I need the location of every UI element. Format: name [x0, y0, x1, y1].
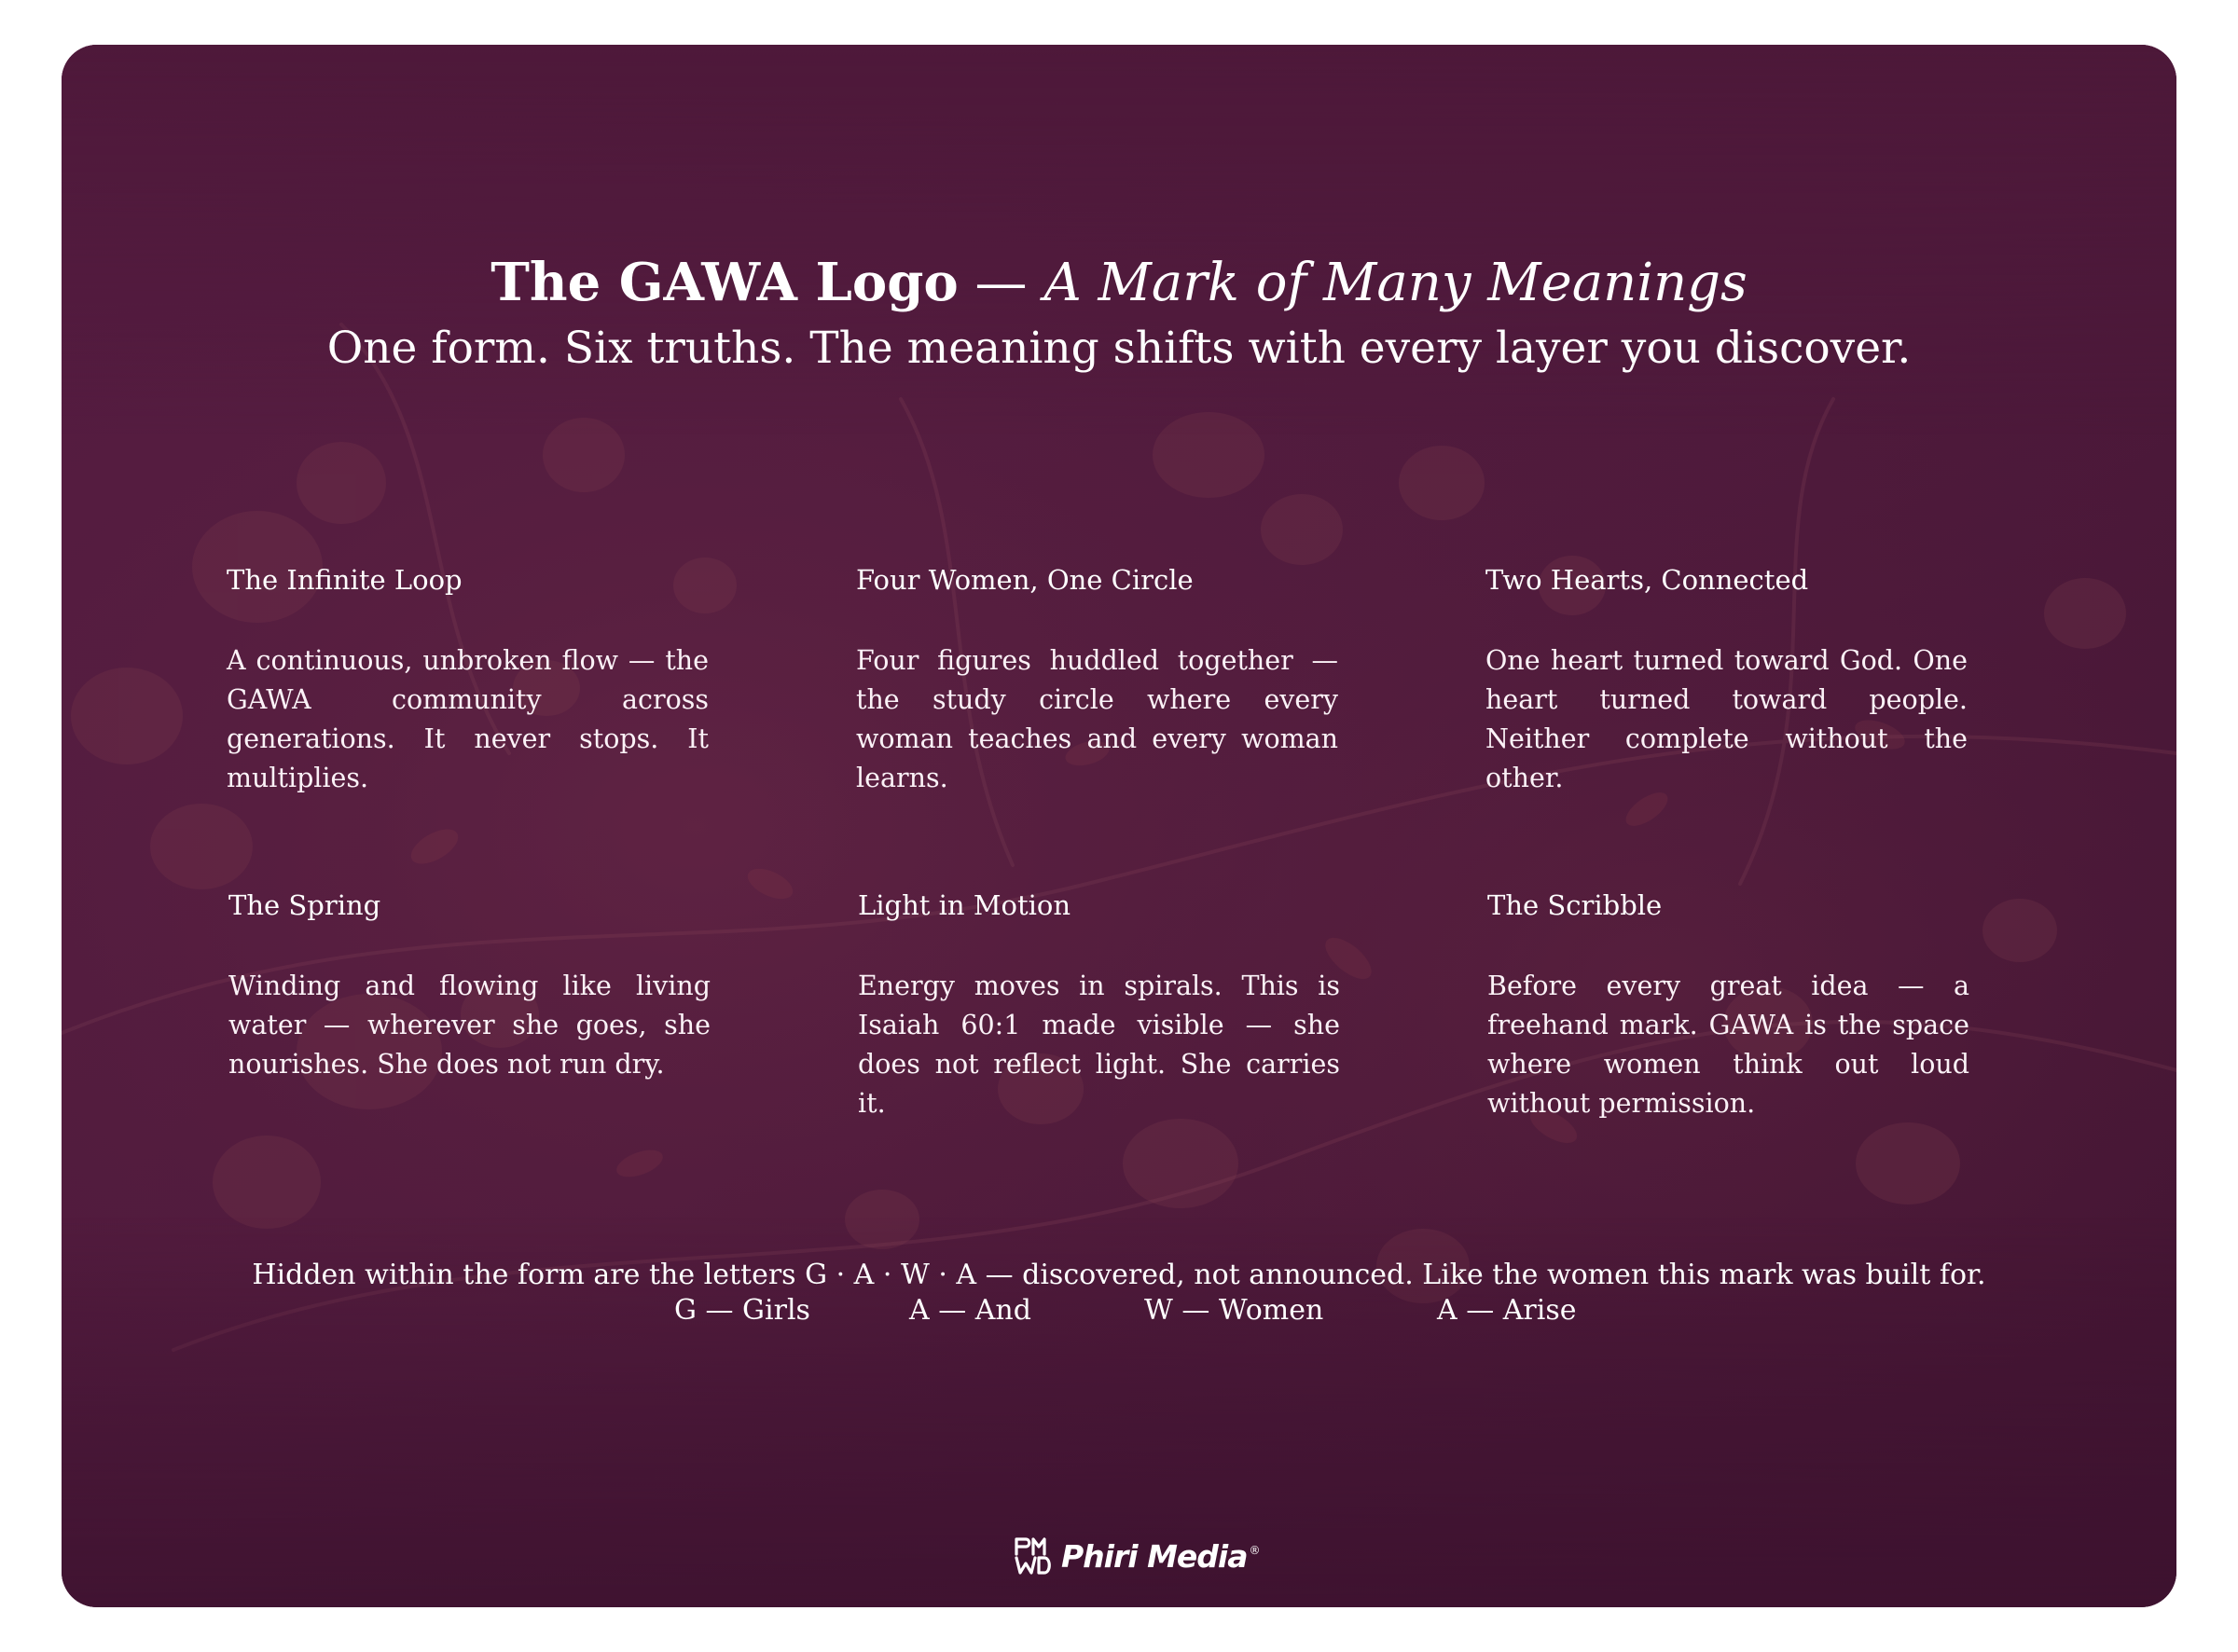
feature-four-women: [856, 563, 1338, 798]
acronym-arise: A — Arise: [1437, 1294, 1577, 1327]
acronym-women: W — Women: [1144, 1294, 1324, 1327]
feature-two-hearts: [1485, 563, 1968, 798]
title-italic: A Mark of Many Meanings: [1043, 253, 1748, 313]
feature-body: Energy moves in spirals. This is Isaiah 60:1 made visible — she does not reflect light. She carries it.: [858, 971, 1340, 1119]
feature-heading: Four Women, One Circle: [856, 564, 1194, 596]
title-main: The GAWA Logo: [490, 252, 959, 313]
card-content: [62, 45, 2176, 1607]
page-subtitle: One form. Six truths. The meaning shifts with every layer you discover.: [326, 323, 1912, 374]
hidden-letters-note: Hidden within the form are the letters G · A · W · A — discovered, not announced. Like the women this mark was built for.: [252, 1259, 1986, 1291]
registered-mark: ®: [1249, 1544, 1261, 1557]
feature-the-scribble: [1487, 888, 1969, 1123]
acronym-and: A — And: [909, 1294, 1031, 1327]
brand-name: Phiri Media: [1061, 1537, 1248, 1575]
feature-body: Before every great idea — a freehand mark. GAWA is the space where women think out loud without permission.: [1487, 971, 1969, 1119]
feature-body: Four figures huddled together — the study circle where every woman teaches and every woman learns.: [856, 645, 1338, 793]
feature-heading: The Scribble: [1487, 889, 1663, 921]
acronym-girls: G — Girls: [674, 1294, 810, 1327]
feature-heading: The Spring: [228, 889, 381, 921]
phiri-media-pm-logo-icon: [1013, 1535, 1054, 1576]
feature-heading: Two Hearts, Connected: [1485, 564, 1809, 596]
feature-body: One heart turned toward God. One heart turned toward people. Neither complete without the other.: [1485, 645, 1968, 793]
feature-light-in-motion: [858, 888, 1340, 1123]
gawa-logo-card: [62, 45, 2176, 1607]
phiri-media-brand: [1013, 1533, 1261, 1579]
feature-body: A continuous, unbroken flow — the GAWA community across generations. It never stops. It multiplies.: [227, 645, 709, 793]
feature-heading: The Infinite Loop: [227, 564, 463, 596]
feature-infinite-loop: [227, 563, 709, 798]
feature-heading: Light in Motion: [858, 889, 1071, 921]
page-title: [62, 252, 2176, 314]
feature-body: Winding and flowing like living water — wherever she goes, she nourishes. She does not run dry.: [228, 971, 711, 1080]
feature-the-spring: [228, 888, 711, 1084]
title-dash: —: [958, 253, 1044, 313]
